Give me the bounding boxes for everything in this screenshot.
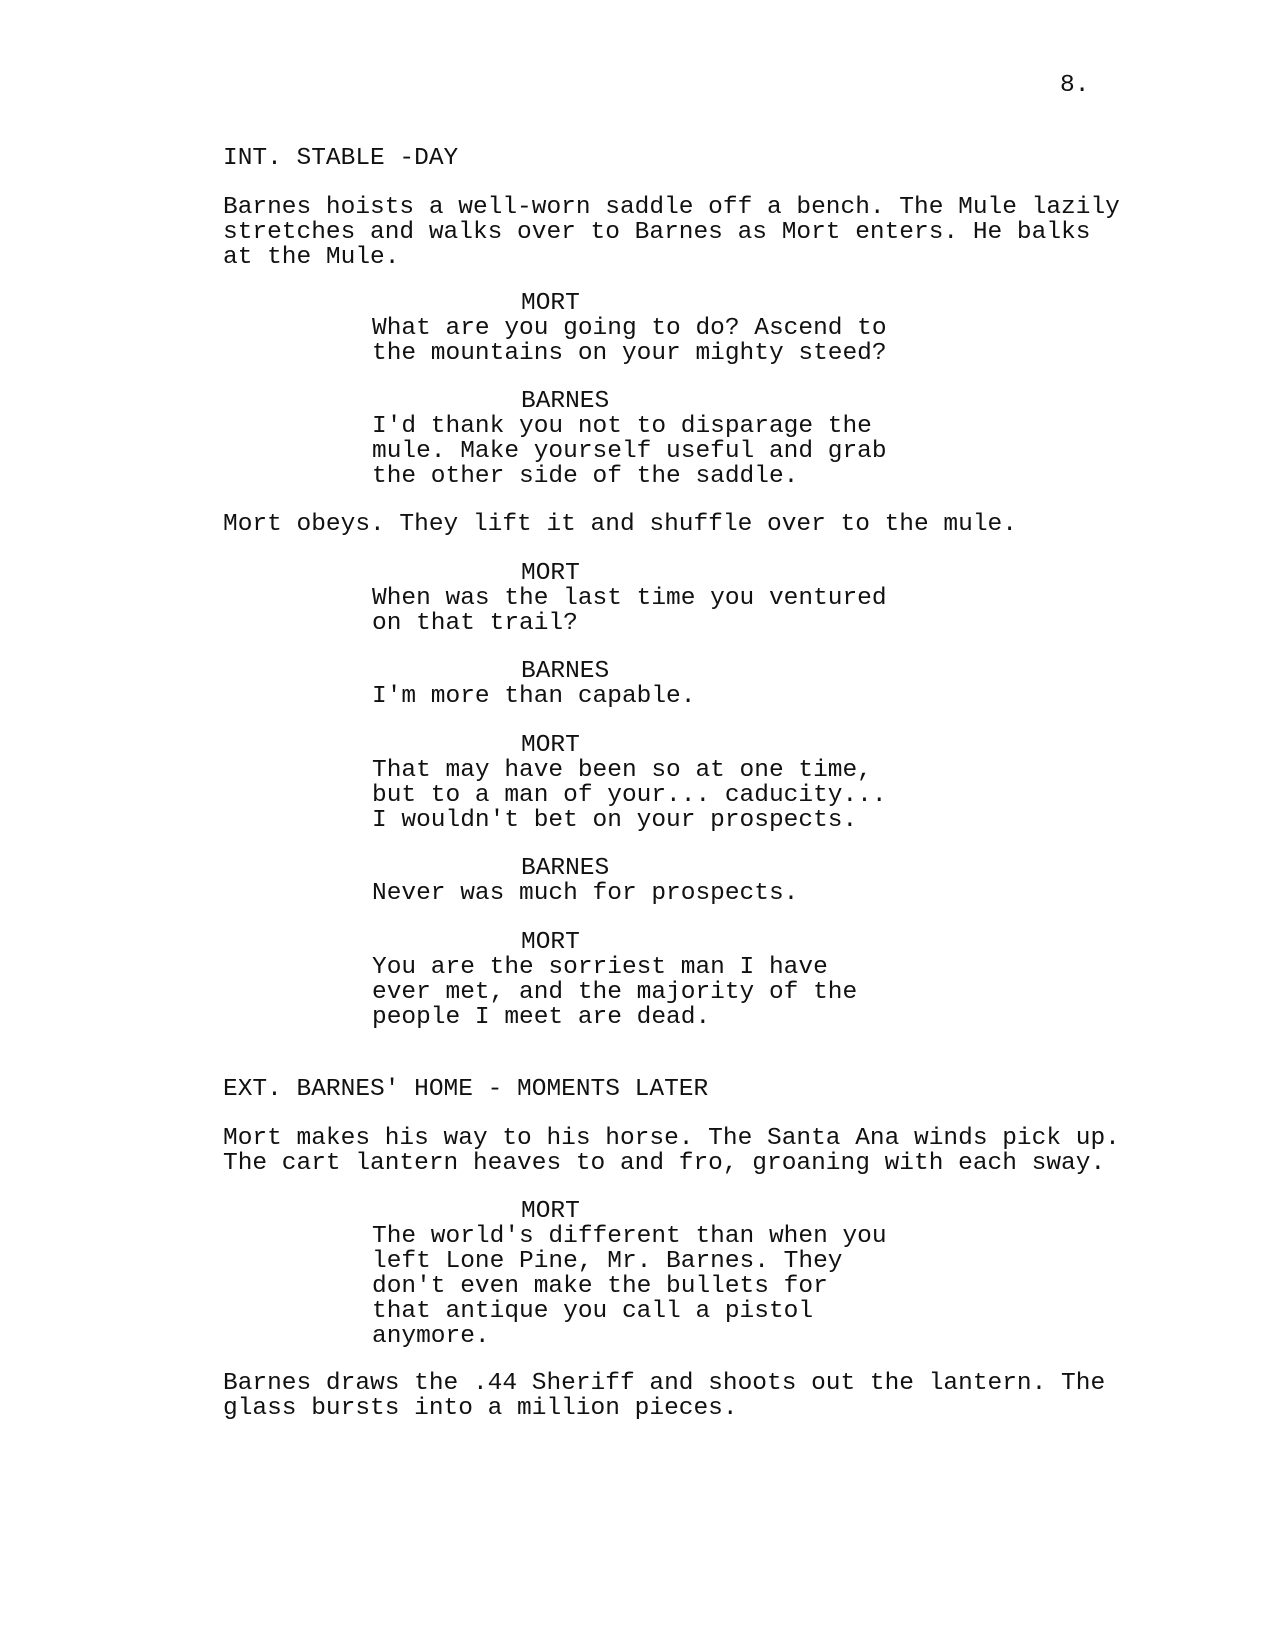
dialogue-line: The world's different than when you left Lone Pine, Mr. Barnes. They don't even make the bullets for that antique you call a pistol anymore.: [372, 1223, 887, 1350]
character-cue: MORT: [521, 1198, 580, 1225]
dialogue-line: What are you going to do? Ascend to the mountains on your mighty steed?: [372, 315, 887, 367]
dialogue-line: You are the sorriest man I have ever met, and the majority of the people I meet are dead.: [372, 954, 858, 1031]
scene-heading: INT. STABLE -DAY: [223, 145, 459, 172]
action-line: Mort obeys. They lift it and shuffle over to the mule.: [223, 511, 1017, 538]
character-cue: BARNES: [521, 388, 610, 415]
character-cue: MORT: [521, 560, 580, 587]
page-number: 8.: [1060, 72, 1090, 99]
character-cue: MORT: [521, 290, 580, 317]
dialogue-line: That may have been so at one time, but to a man of your... caducity... I wouldn't bet on your prospects.: [372, 757, 887, 834]
dialogue-line: I'm more than capable.: [372, 683, 696, 710]
character-cue: MORT: [521, 929, 580, 956]
dialogue-line: I'd thank you not to disparage the mule. Make yourself useful and grab the other side of the saddle.: [372, 413, 887, 490]
dialogue-line: Never was much for prospects.: [372, 880, 799, 907]
action-line: Barnes draws the .44 Sheriff and shoots out the lantern. The glass bursts into a million pieces.: [223, 1370, 1106, 1422]
action-line: Mort makes his way to his horse. The Santa Ana winds pick up. The cart lantern heaves to and fro, groaning with each sway.: [223, 1125, 1120, 1177]
character-cue: MORT: [521, 732, 580, 759]
scene-heading: EXT. BARNES' HOME - MOMENTS LATER: [223, 1076, 709, 1103]
character-cue: BARNES: [521, 658, 610, 685]
character-cue: BARNES: [521, 855, 610, 882]
action-line: Barnes hoists a well-worn saddle off a bench. The Mule lazily stretches and walks over to Barnes as Mort enters. He balks at the Mule.: [223, 194, 1120, 271]
dialogue-line: When was the last time you ventured on that trail?: [372, 585, 887, 637]
